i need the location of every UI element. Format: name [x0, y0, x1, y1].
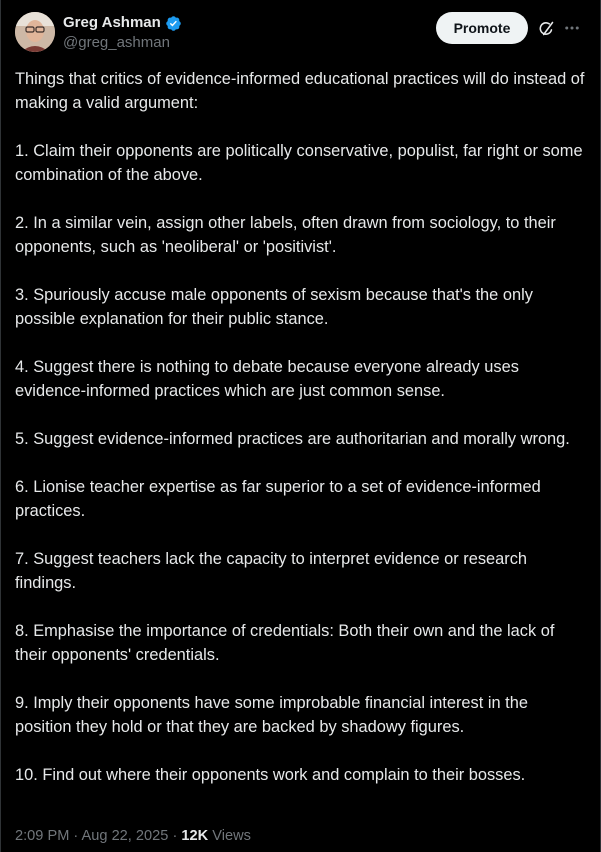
tweet-point-1: 1. Claim their opponents are politically conservative, populist, far right or some combination of the above. — [15, 142, 588, 184]
meta-separator: · — [73, 828, 79, 844]
author-display-name-row[interactable] — [63, 13, 182, 33]
tweet-point-6: 6. Lionise teacher expertise as far superior to a set of evidence-informed practices. — [15, 478, 546, 520]
tweet-point-8: 8. Emphasise the importance of credentials: Both their own and the lack of their opponents' credentials. — [15, 622, 559, 664]
tweet-header — [15, 12, 585, 54]
tweet-meta — [15, 826, 251, 846]
tweet-point-3: 3. Spuriously accuse male opponents of sexism because that's the only possible explanation for their public stance. — [15, 286, 538, 328]
meta-separator-2: · — [172, 828, 178, 844]
tweet-point-9: 9. Imply their opponents have some improbable financial interest in the position they hold or that they are backed by shadowy figures. — [15, 694, 533, 736]
tweet-time[interactable]: 2:09 PM — [15, 828, 70, 844]
views-count[interactable]: 12K — [181, 828, 209, 844]
avatar[interactable] — [15, 12, 55, 52]
more-options-icon[interactable] — [563, 19, 581, 37]
promote-button[interactable]: Promote — [436, 12, 528, 44]
author-display-name[interactable]: Greg Ashman — [63, 14, 161, 31]
tweet-point-7: 7. Suggest teachers lack the capacity to interpret evidence or research findings. — [15, 550, 532, 592]
author-names — [63, 13, 182, 53]
author-handle[interactable]: @greg_ashman — [63, 34, 170, 51]
tweet-point-5: 5. Suggest evidence-informed practices are authoritarian and morally wrong. — [15, 430, 570, 448]
grok-icon[interactable] — [538, 20, 555, 37]
views-label[interactable]: Views — [212, 828, 251, 844]
avatar-image — [15, 12, 55, 52]
tweet-intro: Things that critics of evidence-informed educational practices will do instead of making a valid argument: — [15, 70, 589, 112]
tweet-point-4: 4. Suggest there is nothing to debate because everyone already uses evidence-informed practices which are just common sense. — [15, 358, 524, 400]
verified-badge-icon[interactable] — [165, 15, 182, 32]
tweet-point-10: 10. Find out where their opponents work and complain to their bosses. — [15, 766, 526, 784]
tweet-date[interactable]: Aug 22, 2025 — [81, 828, 169, 844]
tweet-text — [15, 67, 587, 787]
tweet-point-2: 2. In a similar vein, assign other labels, often drawn from sociology, to their opponents, such as 'neoliberal' or 'positivist'. — [15, 214, 561, 256]
